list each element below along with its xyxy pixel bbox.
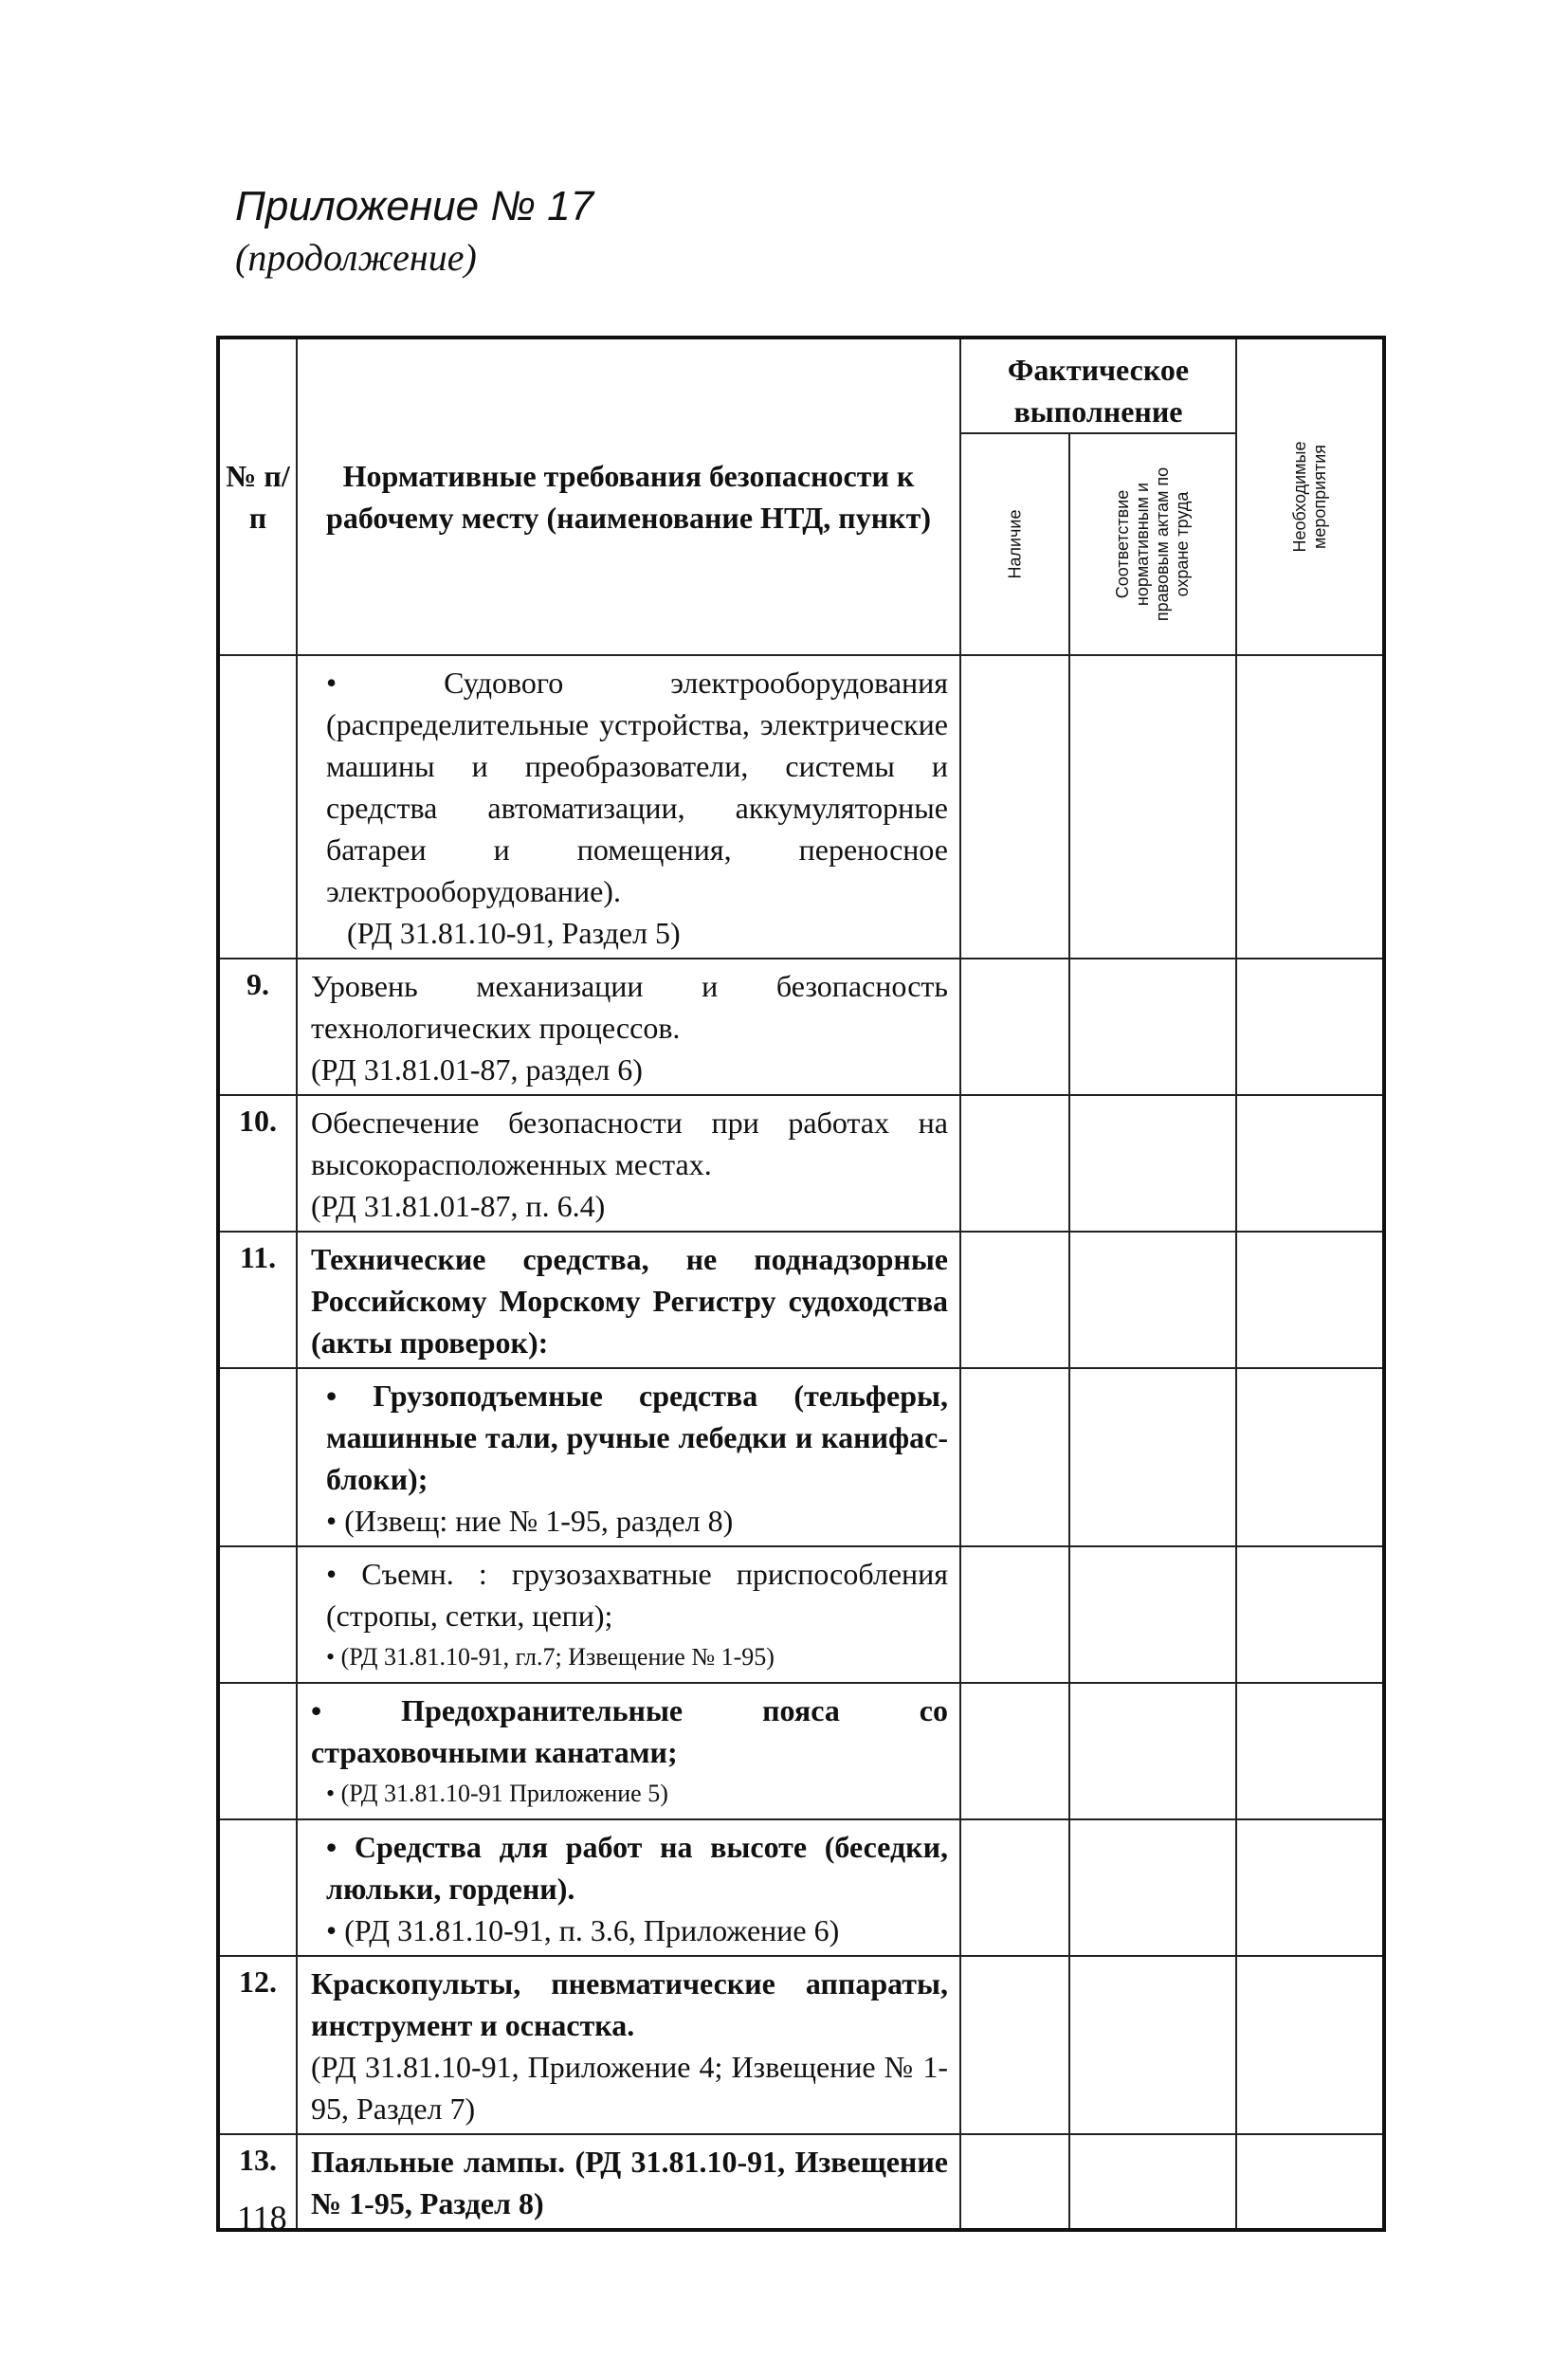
measures-cell[interactable] xyxy=(1236,1956,1384,2134)
compliance-cell[interactable] xyxy=(1069,1956,1236,2134)
presence-cell[interactable] xyxy=(960,1095,1069,1232)
table-row xyxy=(218,1683,1384,1819)
requirement-text: Паяльные лампы. (РД 31.81.10-91, Извещение № 1-95, Раздел 8) xyxy=(311,2145,948,2220)
row-requirement xyxy=(297,959,960,1095)
presence-cell[interactable] xyxy=(960,1819,1069,1956)
table-row xyxy=(218,1368,1384,1546)
row-number: 9. xyxy=(218,959,297,1095)
compliance-cell[interactable] xyxy=(1069,1683,1236,1819)
row-requirement xyxy=(297,1956,960,2134)
table-row xyxy=(218,2134,1384,2230)
requirement-reference: • (РД 31.81.10-91, гл.7; Извещение № 1-95) xyxy=(326,1643,775,1671)
requirement-reference: (РД 31.81.01-87, раздел 6) xyxy=(311,1052,643,1087)
table-row xyxy=(218,1232,1384,1368)
row-requirement xyxy=(297,655,960,959)
table-row xyxy=(218,1095,1384,1232)
requirement-text: • Съемн. : грузозахватные приспособления (стропы, сетки, цепи); xyxy=(326,1557,948,1633)
requirement-text: • Грузоподъемные средства (тельферы, машинные тали, ручные лебедки и канифас-блоки); xyxy=(326,1379,948,1496)
header-measures-cell xyxy=(1236,338,1384,655)
row-requirement xyxy=(297,1095,960,1232)
header-number: № п/п xyxy=(218,338,297,655)
row-number: 13. xyxy=(218,2134,297,2230)
row-requirement xyxy=(297,2134,960,2230)
table-row xyxy=(218,959,1384,1095)
presence-cell[interactable] xyxy=(960,1683,1069,1819)
presence-cell[interactable] xyxy=(960,1368,1069,1546)
compliance-cell[interactable] xyxy=(1069,2134,1236,2230)
requirement-reference: • (РД 31.81.10-91 Приложение 5) xyxy=(326,1780,668,1807)
measures-cell[interactable] xyxy=(1236,1546,1384,1683)
measures-cell[interactable] xyxy=(1236,1819,1384,1956)
requirement-reference: • (РД 31.81.10-91, п. 3.6, Приложение 6) xyxy=(326,1913,840,1947)
table-row xyxy=(218,1546,1384,1683)
compliance-cell[interactable] xyxy=(1069,655,1236,959)
compliance-cell[interactable] xyxy=(1069,1232,1236,1368)
row-requirement xyxy=(297,1683,960,1819)
presence-cell[interactable] xyxy=(960,959,1069,1095)
table-row xyxy=(218,1956,1384,2134)
appendix-title: Приложение № 17 xyxy=(235,183,594,229)
presence-cell[interactable] xyxy=(960,1956,1069,2134)
header-compliance: Соответствие нормативным и правовым актам по охране труда xyxy=(1113,466,1192,622)
compliance-cell[interactable] xyxy=(1069,1819,1236,1956)
page-number: 118 xyxy=(237,2199,287,2237)
header-presence: Наличие xyxy=(1005,509,1024,579)
row-number xyxy=(218,655,297,959)
compliance-cell[interactable] xyxy=(1069,1546,1236,1683)
table-row xyxy=(218,655,1384,959)
measures-cell[interactable] xyxy=(1236,1095,1384,1232)
requirement-text: • Средства для работ на высоте (беседки, люльки, гордени). xyxy=(326,1830,948,1906)
requirement-text: • Судового электрооборудования (распределительные устройства, электрические машины и преобразователи, системы и средства автоматизации, аккумуляторные батареи и помещения, переносное электрооборудование). xyxy=(326,666,948,908)
measures-cell[interactable] xyxy=(1236,2134,1384,2230)
appendix-heading xyxy=(235,182,593,280)
appendix-subtitle: (продолжение) xyxy=(235,235,477,279)
table-row xyxy=(218,1819,1384,1956)
row-number: 12. xyxy=(218,1956,297,2134)
row-number xyxy=(218,1368,297,1546)
presence-cell[interactable] xyxy=(960,1546,1069,1683)
measures-cell[interactable] xyxy=(1236,655,1384,959)
compliance-cell[interactable] xyxy=(1069,1095,1236,1232)
requirement-reference: (РД 31.81.10-91, Приложение 4; Извещение № 1-95, Раздел 7) xyxy=(311,2050,948,2126)
presence-cell[interactable] xyxy=(960,655,1069,959)
measures-cell[interactable] xyxy=(1236,1683,1384,1819)
header-presence-cell xyxy=(960,433,1069,655)
row-requirement xyxy=(297,1368,960,1546)
requirement-text: Уровень механизации и безопасность технологических процессов. xyxy=(311,969,948,1045)
requirement-text: Технические средства, не поднадзорные Российскому Морскому Регистру судоходства (акты проверок): xyxy=(311,1242,948,1360)
measures-cell[interactable] xyxy=(1236,959,1384,1095)
row-number: 11. xyxy=(218,1232,297,1368)
row-number: 10. xyxy=(218,1095,297,1232)
measures-cell[interactable] xyxy=(1236,1232,1384,1368)
measures-cell[interactable] xyxy=(1236,1368,1384,1546)
table-header-row xyxy=(218,338,1384,433)
presence-cell[interactable] xyxy=(960,2134,1069,2230)
requirement-reference: • (Извещ: ние № 1-95, раздел 8) xyxy=(326,1504,734,1538)
header-requirements: Нормативные требования безопасности к рабочему месту (наименование НТД, пункт) xyxy=(297,338,960,655)
header-measures: Необходимые мероприятия xyxy=(1289,441,1329,553)
compliance-cell[interactable] xyxy=(1069,1368,1236,1546)
row-requirement xyxy=(297,1232,960,1368)
row-requirement xyxy=(297,1546,960,1683)
header-compliance-cell xyxy=(1069,433,1236,655)
presence-cell[interactable] xyxy=(960,1232,1069,1368)
requirement-text: Обеспечение безопасности при работах на высокорасположенных местах. xyxy=(311,1105,948,1181)
compliance-cell[interactable] xyxy=(1069,959,1236,1095)
row-number xyxy=(218,1546,297,1683)
requirements-table xyxy=(216,336,1386,2232)
requirement-reference: (РД 31.81.01-87, п. 6.4) xyxy=(311,1189,606,1223)
requirement-reference: (РД 31.81.10-91, Раздел 5) xyxy=(347,916,681,950)
header-actual-execution: Фактическое выполнение xyxy=(960,338,1236,433)
requirement-text: • Предохранительные пояса со страховочными канатами; xyxy=(311,1693,948,1769)
requirement-text: Краскопульты, пневматические аппараты, инструмент и оснастка. xyxy=(311,1966,948,2042)
row-requirement xyxy=(297,1819,960,1956)
row-number xyxy=(218,1819,297,1956)
row-number xyxy=(218,1683,297,1819)
